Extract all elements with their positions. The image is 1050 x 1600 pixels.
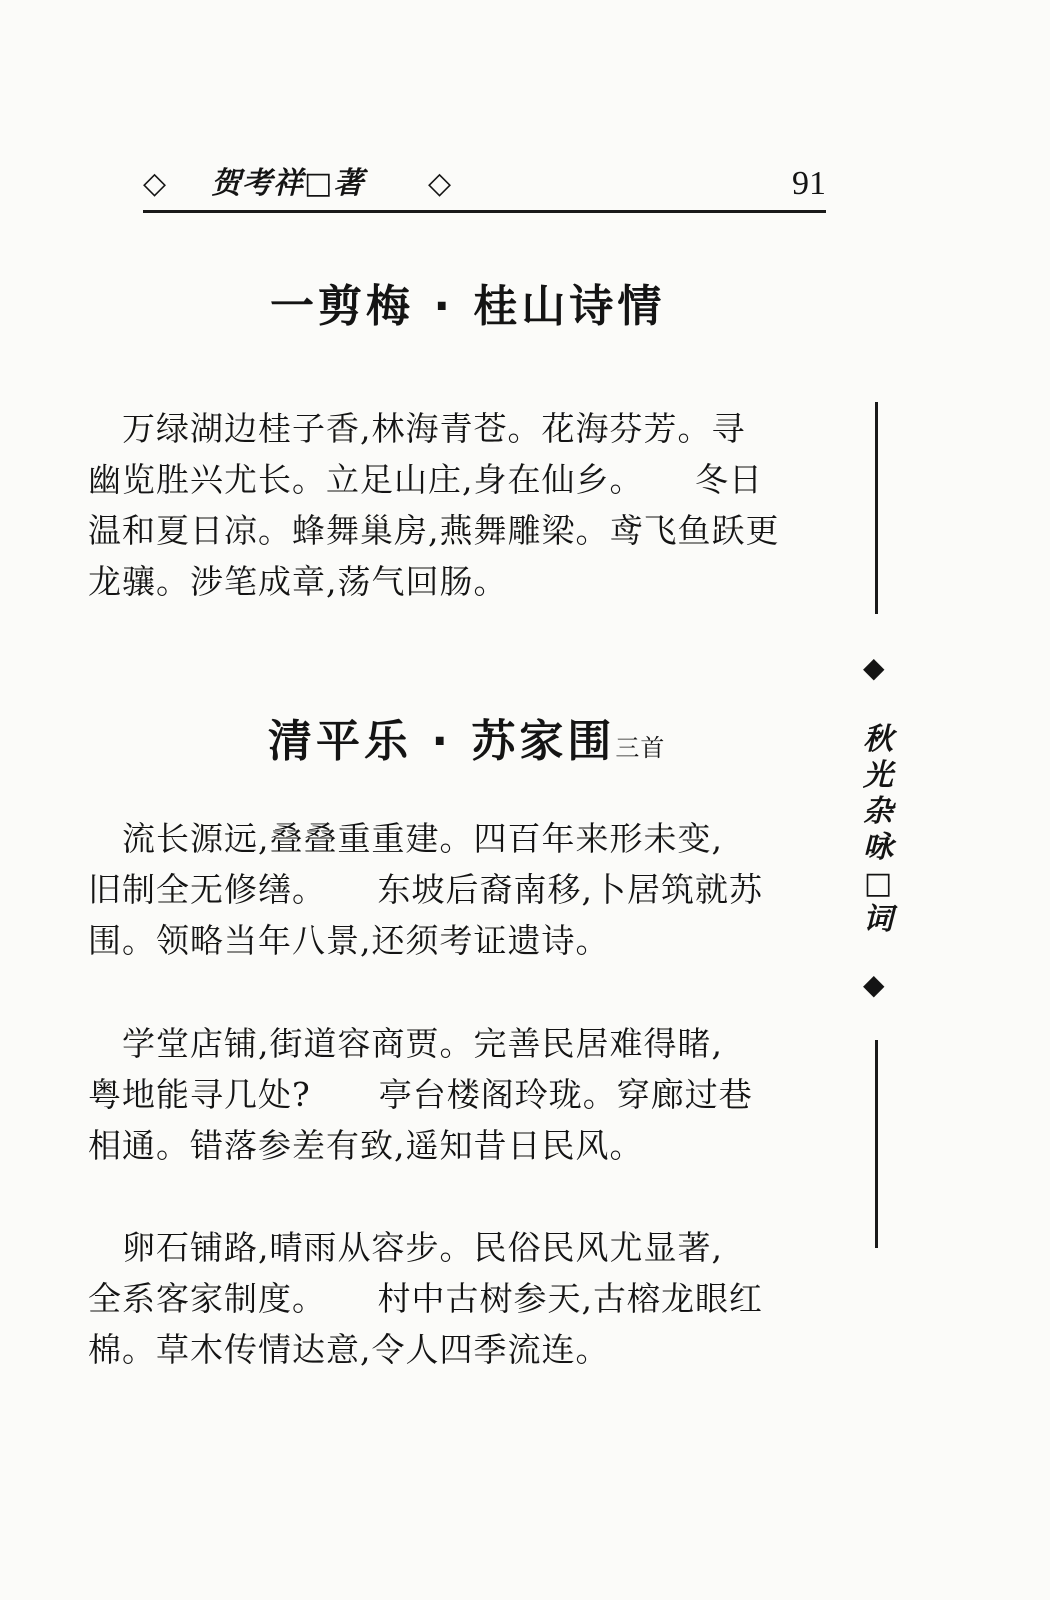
side-section-title xyxy=(858,722,898,938)
side-rule-top xyxy=(875,402,878,614)
poem-line: 万绿湖边桂子香,林海青苍。花海芬芳。寻 xyxy=(88,409,746,448)
poem-stanza-1 xyxy=(88,813,833,966)
header-author: 贺考祥□著 xyxy=(211,166,365,201)
poem-line: 全系客家制度。 村中古树参天,古榕龙眼红 xyxy=(88,1279,763,1318)
poem-line: 棉。草木传情达意,令人四季流连。 xyxy=(88,1330,610,1369)
poem-line: 龙骧。涉笔成章,荡气回肠。 xyxy=(88,562,508,601)
poem-line: 相通。错落参差有致,遥知昔日民风。 xyxy=(88,1126,644,1165)
poem-line: 流长源远,叠叠重重建。四百年来形未变, xyxy=(88,819,723,858)
poem-line: 旧制全无修缮。 东坡后裔南移,卜居筑就苏 xyxy=(88,870,763,909)
side-title-char: 秋 xyxy=(863,722,893,757)
side-rule-bottom xyxy=(875,1040,878,1248)
poem-line: 幽览胜兴尤长。立足山庄,身在仙乡。 冬日 xyxy=(88,460,763,499)
running-header xyxy=(143,160,826,213)
side-diamond-top-icon: ◆ xyxy=(863,651,885,684)
page-number: 91 xyxy=(792,165,826,202)
poem-stanza-3 xyxy=(88,1222,833,1375)
side-title-char: 光 xyxy=(863,758,893,793)
side-title-char: 词 xyxy=(863,902,893,937)
poem-line: 学堂店铺,街道容商贾。完善民居难得睹, xyxy=(88,1024,723,1063)
poem-title-qingpingle xyxy=(268,715,665,775)
side-title-char: 咏 xyxy=(863,830,893,865)
header-diamond-right-icon: ◇ xyxy=(428,166,452,201)
poem-title-yijianmei: 一剪梅 · 桂山诗情 xyxy=(270,281,666,332)
poem-line: 卵石铺路,晴雨从容步。民俗民风尤显著, xyxy=(88,1228,723,1267)
header-diamond-left-icon: ◇ xyxy=(143,166,167,201)
side-title-char: 杂 xyxy=(863,794,893,829)
poem-stanza-2 xyxy=(88,1018,833,1171)
poem-line: 粤地能寻几处? 亭台楼阁玲珑。穿廊过巷 xyxy=(88,1075,753,1114)
poem-count-note: 三首 xyxy=(615,734,666,762)
poem-title-text: 清平乐 · 苏家围 xyxy=(268,716,616,767)
side-diamond-bottom-icon: ◆ xyxy=(863,968,885,1001)
side-title-char: □ xyxy=(863,866,893,901)
poem-line: 围。领略当年八景,还须考证遗诗。 xyxy=(88,921,610,960)
poem-line: 温和夏日凉。蜂舞巢房,燕舞雕梁。鸢飞鱼跃更 xyxy=(88,511,780,550)
poem-body-yijianmei xyxy=(88,403,833,607)
